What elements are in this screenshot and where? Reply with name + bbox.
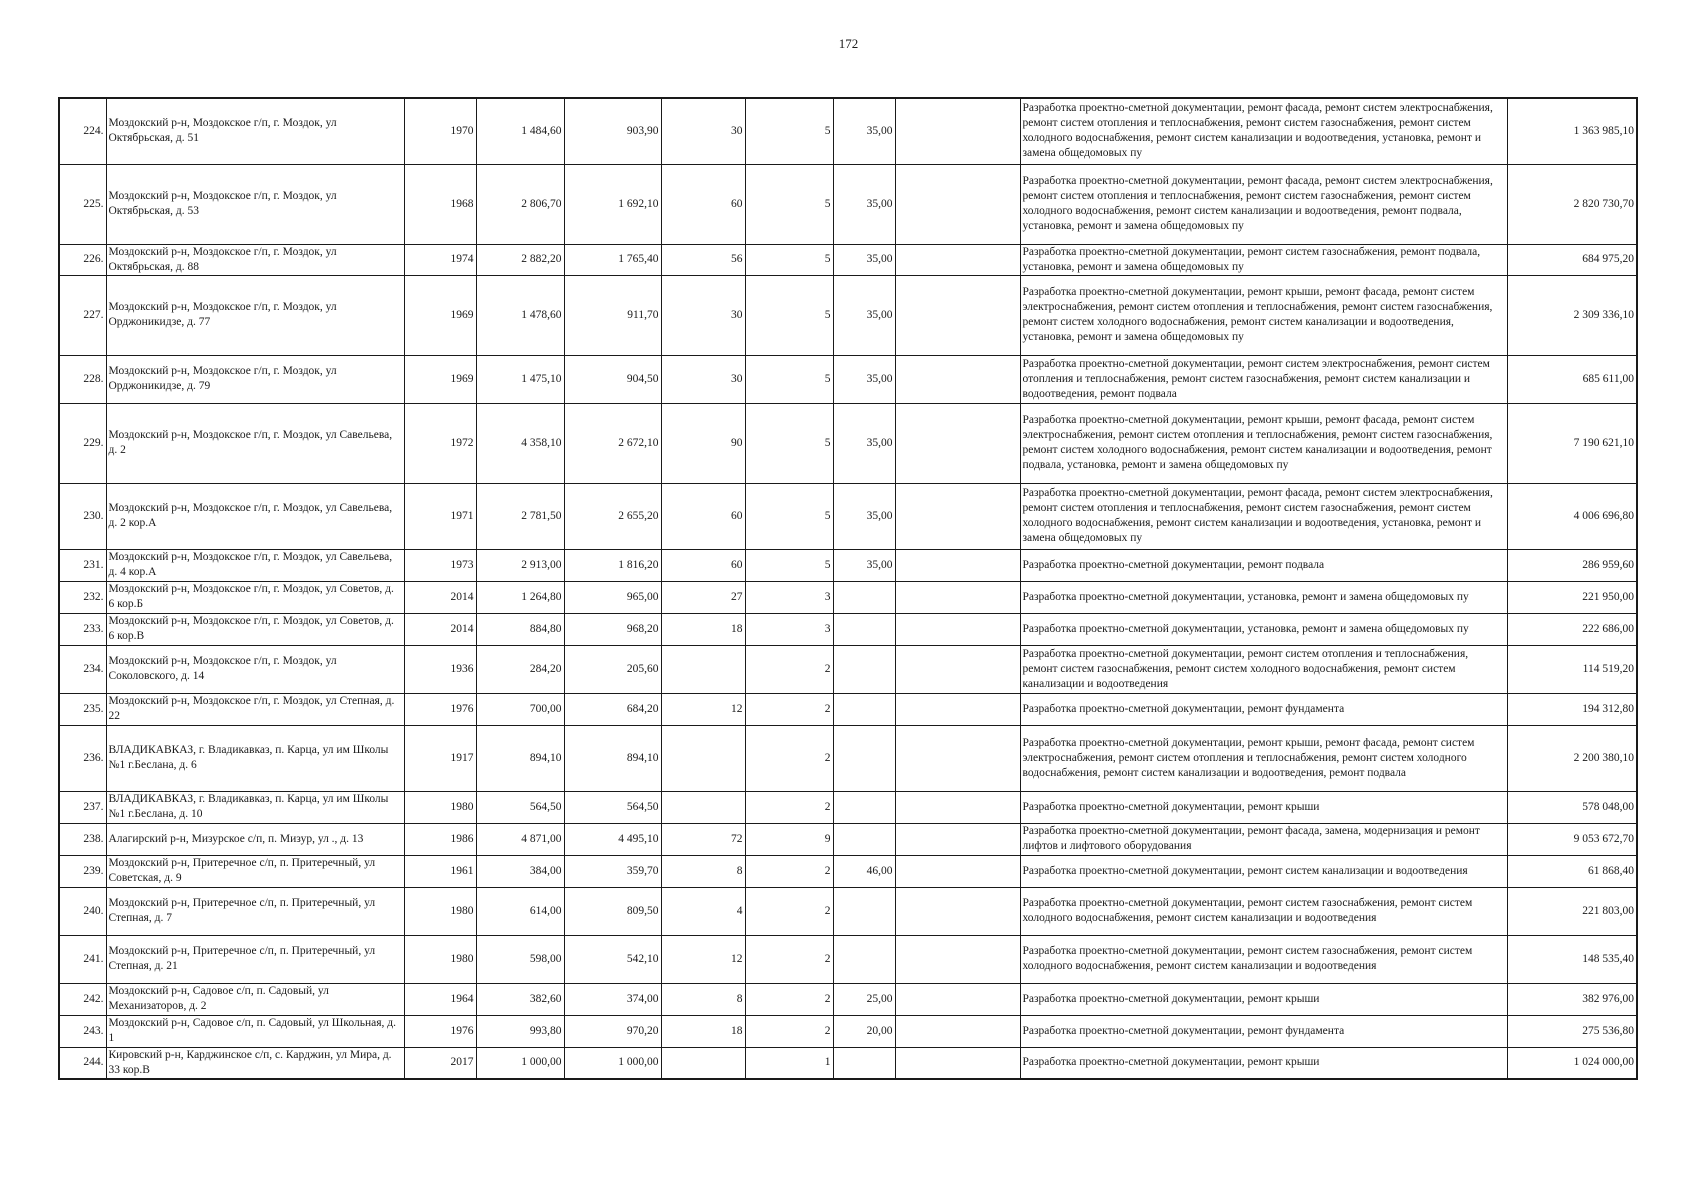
total-area-cell: 1 478,60 — [476, 275, 564, 355]
residents-cell: 30 — [661, 98, 745, 164]
address-cell: Кировский р-н, Карджинское с/п, с. Карджин, ул Мира, д. 33 кор.В — [106, 1047, 404, 1079]
year-cell: 1969 — [404, 355, 476, 403]
table-row — [59, 355, 1637, 403]
extra-cell — [895, 1047, 1020, 1079]
cost-cell: 2 820 730,70 — [1507, 164, 1637, 244]
extra-cell — [895, 725, 1020, 791]
cost-cell: 685 611,00 — [1507, 355, 1637, 403]
address-cell: Моздокский р-н, Садовое с/п, п. Садовый, ул Механизаторов, д. 2 — [106, 983, 404, 1015]
year-cell: 2014 — [404, 613, 476, 645]
residents-cell: 27 — [661, 581, 745, 613]
year-cell: 1961 — [404, 855, 476, 887]
living-area-cell: 903,90 — [564, 98, 661, 164]
cost-cell: 9 053 672,70 — [1507, 823, 1637, 855]
extra-cell — [895, 935, 1020, 983]
living-area-cell: 4 495,10 — [564, 823, 661, 855]
cost-cell: 114 519,20 — [1507, 645, 1637, 693]
living-area-cell: 1 816,20 — [564, 549, 661, 581]
total-area-cell: 2 781,50 — [476, 483, 564, 549]
works-cell: Разработка проектно-сметной документации, ремонт фундамента — [1020, 693, 1507, 725]
cost-cell: 275 536,80 — [1507, 1015, 1637, 1047]
works-cell: Разработка проектно-сметной документации, ремонт крыши — [1020, 791, 1507, 823]
cost-cell: 684 975,20 — [1507, 244, 1637, 275]
floors-cell: 3 — [745, 613, 833, 645]
year-cell: 1973 — [404, 549, 476, 581]
row-number-cell: 233. — [59, 613, 106, 645]
wear-cell — [833, 645, 895, 693]
works-cell: Разработка проектно-сметной документации, установка, ремонт и замена общедомовых пу — [1020, 613, 1507, 645]
address-cell: Моздокский р-н, Садовое с/п, п. Садовый, ул Школьная, д. 1 — [106, 1015, 404, 1047]
living-area-cell: 564,50 — [564, 791, 661, 823]
living-area-cell: 542,10 — [564, 935, 661, 983]
cost-cell: 61 868,40 — [1507, 855, 1637, 887]
wear-cell — [833, 1047, 895, 1079]
year-cell: 1971 — [404, 483, 476, 549]
year-cell: 1980 — [404, 887, 476, 935]
works-cell: Разработка проектно-сметной документации, ремонт систем канализации и водоотведения — [1020, 855, 1507, 887]
cost-cell: 4 006 696,80 — [1507, 483, 1637, 549]
floors-cell: 5 — [745, 244, 833, 275]
residents-cell: 12 — [661, 693, 745, 725]
row-number-cell: 240. — [59, 887, 106, 935]
floors-cell: 2 — [745, 855, 833, 887]
row-number-cell: 238. — [59, 823, 106, 855]
address-cell: Моздокский р-н, Притеречное с/п, п. Притеречный, ул Советская, д. 9 — [106, 855, 404, 887]
address-cell: Моздокский р-н, Притеречное с/п, п. Притеречный, ул Степная, д. 7 — [106, 887, 404, 935]
residents-cell: 4 — [661, 887, 745, 935]
living-area-cell: 205,60 — [564, 645, 661, 693]
total-area-cell: 1 475,10 — [476, 355, 564, 403]
year-cell: 2014 — [404, 581, 476, 613]
works-cell: Разработка проектно-сметной документации, ремонт систем отопления и теплоснабжения, ремонт систем газоснабжения, ремонт систем холодного водоснабжения, ремонт систем канализации и водоотведения — [1020, 645, 1507, 693]
total-area-cell: 894,10 — [476, 725, 564, 791]
living-area-cell: 1 765,40 — [564, 244, 661, 275]
total-area-cell: 993,80 — [476, 1015, 564, 1047]
living-area-cell: 359,70 — [564, 855, 661, 887]
extra-cell — [895, 164, 1020, 244]
cost-cell: 148 535,40 — [1507, 935, 1637, 983]
works-cell: Разработка проектно-сметной документации, ремонт фасада, замена, модернизация и ремонт лифтов и лифтового оборудования — [1020, 823, 1507, 855]
year-cell: 1974 — [404, 244, 476, 275]
row-number-cell: 244. — [59, 1047, 106, 1079]
wear-cell — [833, 613, 895, 645]
table-row — [59, 823, 1637, 855]
residents-cell: 8 — [661, 983, 745, 1015]
row-number-cell: 239. — [59, 855, 106, 887]
works-cell: Разработка проектно-сметной документации, ремонт крыши — [1020, 1047, 1507, 1079]
address-cell: Моздокский р-н, Моздокское г/п, г. Моздок, ул Советов, д. 6 кор.Б — [106, 581, 404, 613]
table-row — [59, 983, 1637, 1015]
works-cell: Разработка проектно-сметной документации, ремонт систем газоснабжения, ремонт систем холодного водоснабжения, ремонт систем канализации и водоотведения — [1020, 935, 1507, 983]
cost-cell: 7 190 621,10 — [1507, 403, 1637, 483]
works-cell: Разработка проектно-сметной документации, ремонт крыши, ремонт фасада, ремонт систем электроснабжения, ремонт систем отопления и теплоснабжения, ремонт систем холодного водоснабжения, ремонт систем канализации и водоотведения, ремонт подвала — [1020, 725, 1507, 791]
row-number-cell: 228. — [59, 355, 106, 403]
wear-cell — [833, 693, 895, 725]
year-cell: 1968 — [404, 164, 476, 244]
wear-cell — [833, 581, 895, 613]
wear-cell: 25,00 — [833, 983, 895, 1015]
address-cell: Моздокский р-н, Моздокское г/п, г. Моздок, ул Советов, д. 6 кор.В — [106, 613, 404, 645]
wear-cell — [833, 887, 895, 935]
address-cell: Моздокский р-н, Моздокское г/п, г. Моздок, ул Савельева, д. 4 кор.А — [106, 549, 404, 581]
works-cell: Разработка проектно-сметной документации, ремонт крыши, ремонт фасада, ремонт систем электроснабжения, ремонт систем отопления и теплоснабжения, ремонт систем газоснабжения, ремонт систем холодного водоснабжения, ремонт систем канализации и водоотведения, установка, ремонт и замена общедомовых пу — [1020, 275, 1507, 355]
housing-repair-table — [58, 97, 1638, 1080]
residents-cell: 12 — [661, 935, 745, 983]
works-cell: Разработка проектно-сметной документации, ремонт фасада, ремонт систем электроснабжения, ремонт систем отопления и теплоснабжения, ремонт систем газоснабжения, ремонт систем холодного водоснабжения, ремонт систем канализации и водоотведения, установка, ремонт и замена общедомовых пу — [1020, 483, 1507, 549]
extra-cell — [895, 581, 1020, 613]
extra-cell — [895, 98, 1020, 164]
wear-cell: 35,00 — [833, 164, 895, 244]
wear-cell: 35,00 — [833, 275, 895, 355]
cost-cell: 222 686,00 — [1507, 613, 1637, 645]
living-area-cell: 965,00 — [564, 581, 661, 613]
address-cell: Моздокский р-н, Моздокское г/п, г. Моздок, ул Орджоникидзе, д. 77 — [106, 275, 404, 355]
residents-cell — [661, 791, 745, 823]
table-row — [59, 581, 1637, 613]
table-row — [59, 791, 1637, 823]
year-cell: 1980 — [404, 791, 476, 823]
residents-cell: 30 — [661, 275, 745, 355]
wear-cell — [833, 935, 895, 983]
wear-cell: 35,00 — [833, 403, 895, 483]
living-area-cell: 809,50 — [564, 887, 661, 935]
row-number-cell: 243. — [59, 1015, 106, 1047]
total-area-cell: 614,00 — [476, 887, 564, 935]
extra-cell — [895, 355, 1020, 403]
works-cell: Разработка проектно-сметной документации, ремонт подвала — [1020, 549, 1507, 581]
wear-cell: 35,00 — [833, 549, 895, 581]
row-number-cell: 224. — [59, 98, 106, 164]
residents-cell: 60 — [661, 549, 745, 581]
extra-cell — [895, 244, 1020, 275]
total-area-cell: 2 882,20 — [476, 244, 564, 275]
row-number-cell: 242. — [59, 983, 106, 1015]
extra-cell — [895, 855, 1020, 887]
address-cell: Моздокский р-н, Моздокское г/п, г. Моздок, ул Савельева, д. 2 кор.А — [106, 483, 404, 549]
table-row — [59, 164, 1637, 244]
residents-cell: 56 — [661, 244, 745, 275]
works-cell: Разработка проектно-сметной документации, ремонт фасада, ремонт систем электроснабжения, ремонт систем отопления и теплоснабжения, ремонт систем газоснабжения, ремонт систем холодного водоснабжения, ремонт систем канализации и водоотведения, ремонт подвала, установка, ремонт и замена общедомовых пу — [1020, 164, 1507, 244]
cost-cell: 1 363 985,10 — [1507, 98, 1637, 164]
residents-cell: 18 — [661, 1015, 745, 1047]
table-row — [59, 855, 1637, 887]
works-cell: Разработка проектно-сметной документации, ремонт фасада, ремонт систем электроснабжения, ремонт систем отопления и теплоснабжения, ремонт систем газоснабжения, ремонт систем холодного водоснабжения, ремонт систем канализации и водоотведения, установка, ремонт и замена общедомовых пу — [1020, 98, 1507, 164]
wear-cell — [833, 791, 895, 823]
wear-cell — [833, 823, 895, 855]
total-area-cell: 1 264,80 — [476, 581, 564, 613]
extra-cell — [895, 823, 1020, 855]
floors-cell: 2 — [745, 791, 833, 823]
year-cell: 1964 — [404, 983, 476, 1015]
total-area-cell: 384,00 — [476, 855, 564, 887]
extra-cell — [895, 693, 1020, 725]
year-cell: 1972 — [404, 403, 476, 483]
residents-cell: 60 — [661, 483, 745, 549]
cost-cell: 578 048,00 — [1507, 791, 1637, 823]
table-row — [59, 244, 1637, 275]
year-cell: 1986 — [404, 823, 476, 855]
extra-cell — [895, 613, 1020, 645]
extra-cell — [895, 403, 1020, 483]
floors-cell: 2 — [745, 645, 833, 693]
works-cell: Разработка проектно-сметной документации, ремонт систем газоснабжения, ремонт подвала, установка, ремонт и замена общедомовых пу — [1020, 244, 1507, 275]
table-row — [59, 275, 1637, 355]
living-area-cell: 2 672,10 — [564, 403, 661, 483]
cost-cell: 221 950,00 — [1507, 581, 1637, 613]
works-cell: Разработка проектно-сметной документации, ремонт фундамента — [1020, 1015, 1507, 1047]
row-number-cell: 226. — [59, 244, 106, 275]
floors-cell: 2 — [745, 887, 833, 935]
works-cell: Разработка проектно-сметной документации, ремонт систем электроснабжения, ремонт систем отопления и теплоснабжения, ремонт систем газоснабжения, ремонт систем канализации и водоотведения, ремонт подвала — [1020, 355, 1507, 403]
address-cell: Моздокский р-н, Моздокское г/п, г. Моздок, ул Степная, д. 22 — [106, 693, 404, 725]
row-number-cell: 234. — [59, 645, 106, 693]
extra-cell — [895, 887, 1020, 935]
address-cell: Моздокский р-н, Моздокское г/п, г. Моздок, ул Соколовского, д. 14 — [106, 645, 404, 693]
wear-cell: 46,00 — [833, 855, 895, 887]
cost-cell: 1 024 000,00 — [1507, 1047, 1637, 1079]
floors-cell: 5 — [745, 355, 833, 403]
total-area-cell: 284,20 — [476, 645, 564, 693]
year-cell: 1970 — [404, 98, 476, 164]
extra-cell — [895, 983, 1020, 1015]
cost-cell: 286 959,60 — [1507, 549, 1637, 581]
table-row — [59, 549, 1637, 581]
address-cell: Моздокский р-н, Моздокское г/п, г. Моздок, ул Октябрьская, д. 51 — [106, 98, 404, 164]
table-row — [59, 98, 1637, 164]
row-number-cell: 229. — [59, 403, 106, 483]
address-cell: Моздокский р-н, Моздокское г/п, г. Моздок, ул Орджоникидзе, д. 79 — [106, 355, 404, 403]
floors-cell: 2 — [745, 983, 833, 1015]
address-cell: Моздокский р-н, Моздокское г/п, г. Моздок, ул Октябрьская, д. 53 — [106, 164, 404, 244]
extra-cell — [895, 791, 1020, 823]
living-area-cell: 1 000,00 — [564, 1047, 661, 1079]
cost-cell: 382 976,00 — [1507, 983, 1637, 1015]
wear-cell: 35,00 — [833, 355, 895, 403]
total-area-cell: 884,80 — [476, 613, 564, 645]
address-cell: Моздокский р-н, Моздокское г/п, г. Моздок, ул Савельева, д. 2 — [106, 403, 404, 483]
year-cell: 1917 — [404, 725, 476, 791]
floors-cell: 5 — [745, 98, 833, 164]
total-area-cell: 1 484,60 — [476, 98, 564, 164]
total-area-cell: 4 871,00 — [476, 823, 564, 855]
total-area-cell: 598,00 — [476, 935, 564, 983]
table-row — [59, 935, 1637, 983]
address-cell: ВЛАДИКАВКАЗ, г. Владикавказ, п. Карца, ул им Школы №1 г.Беслана, д. 10 — [106, 791, 404, 823]
row-number-cell: 225. — [59, 164, 106, 244]
total-area-cell: 1 000,00 — [476, 1047, 564, 1079]
extra-cell — [895, 549, 1020, 581]
floors-cell: 2 — [745, 935, 833, 983]
address-cell: ВЛАДИКАВКАЗ, г. Владикавказ, п. Карца, ул им Школы №1 г.Беслана, д. 6 — [106, 725, 404, 791]
address-cell: Алагирский р-н, Мизурское с/п, п. Мизур, ул ., д. 13 — [106, 823, 404, 855]
row-number-cell: 235. — [59, 693, 106, 725]
floors-cell: 5 — [745, 483, 833, 549]
extra-cell — [895, 1015, 1020, 1047]
floors-cell: 1 — [745, 1047, 833, 1079]
residents-cell — [661, 645, 745, 693]
row-number-cell: 237. — [59, 791, 106, 823]
cost-cell: 2 309 336,10 — [1507, 275, 1637, 355]
table-row — [59, 403, 1637, 483]
wear-cell: 20,00 — [833, 1015, 895, 1047]
row-number-cell: 232. — [59, 581, 106, 613]
table-row — [59, 613, 1637, 645]
year-cell: 1936 — [404, 645, 476, 693]
living-area-cell: 1 692,10 — [564, 164, 661, 244]
total-area-cell: 2 913,00 — [476, 549, 564, 581]
living-area-cell: 894,10 — [564, 725, 661, 791]
cost-cell: 194 312,80 — [1507, 693, 1637, 725]
floors-cell: 2 — [745, 725, 833, 791]
residents-cell: 8 — [661, 855, 745, 887]
table-row — [59, 1015, 1637, 1047]
extra-cell — [895, 483, 1020, 549]
total-area-cell: 382,60 — [476, 983, 564, 1015]
works-cell: Разработка проектно-сметной документации, установка, ремонт и замена общедомовых пу — [1020, 581, 1507, 613]
works-cell: Разработка проектно-сметной документации, ремонт крыши — [1020, 983, 1507, 1015]
year-cell: 1976 — [404, 1015, 476, 1047]
total-area-cell: 564,50 — [476, 791, 564, 823]
floors-cell: 9 — [745, 823, 833, 855]
row-number-cell: 236. — [59, 725, 106, 791]
extra-cell — [895, 645, 1020, 693]
works-cell: Разработка проектно-сметной документации, ремонт систем газоснабжения, ремонт систем холодного водоснабжения, ремонт систем канализации и водоотведения — [1020, 887, 1507, 935]
page-number: 172 — [838, 36, 859, 51]
living-area-cell: 970,20 — [564, 1015, 661, 1047]
row-number-cell: 227. — [59, 275, 106, 355]
row-number-cell: 231. — [59, 549, 106, 581]
floors-cell: 5 — [745, 549, 833, 581]
table-row — [59, 483, 1637, 549]
living-area-cell: 968,20 — [564, 613, 661, 645]
residents-cell: 18 — [661, 613, 745, 645]
residents-cell: 60 — [661, 164, 745, 244]
residents-cell — [661, 725, 745, 791]
floors-cell: 2 — [745, 693, 833, 725]
table-row — [59, 1047, 1637, 1079]
year-cell: 2017 — [404, 1047, 476, 1079]
wear-cell: 35,00 — [833, 483, 895, 549]
extra-cell — [895, 275, 1020, 355]
table-row — [59, 693, 1637, 725]
wear-cell: 35,00 — [833, 98, 895, 164]
floors-cell: 2 — [745, 1015, 833, 1047]
table-row — [59, 725, 1637, 791]
residents-cell: 30 — [661, 355, 745, 403]
floors-cell: 3 — [745, 581, 833, 613]
living-area-cell: 2 655,20 — [564, 483, 661, 549]
floors-cell: 5 — [745, 164, 833, 244]
floors-cell: 5 — [745, 275, 833, 355]
total-area-cell: 4 358,10 — [476, 403, 564, 483]
living-area-cell: 684,20 — [564, 693, 661, 725]
residents-cell: 90 — [661, 403, 745, 483]
table-row — [59, 887, 1637, 935]
total-area-cell: 2 806,70 — [476, 164, 564, 244]
works-cell: Разработка проектно-сметной документации, ремонт крыши, ремонт фасада, ремонт систем электроснабжения, ремонт систем отопления и теплоснабжения, ремонт систем газоснабжения, ремонт систем холодного водоснабжения, ремонт систем канализации и водоотведения, ремонт подвала, установка, ремонт и замена общедомовых пу — [1020, 403, 1507, 483]
year-cell: 1976 — [404, 693, 476, 725]
year-cell: 1980 — [404, 935, 476, 983]
row-number-cell: 230. — [59, 483, 106, 549]
year-cell: 1969 — [404, 275, 476, 355]
wear-cell — [833, 725, 895, 791]
cost-cell: 221 803,00 — [1507, 887, 1637, 935]
living-area-cell: 374,00 — [564, 983, 661, 1015]
floors-cell: 5 — [745, 403, 833, 483]
total-area-cell: 700,00 — [476, 693, 564, 725]
address-cell: Моздокский р-н, Притеречное с/п, п. Притеречный, ул Степная, д. 21 — [106, 935, 404, 983]
table-row — [59, 645, 1637, 693]
living-area-cell: 911,70 — [564, 275, 661, 355]
cost-cell: 2 200 380,10 — [1507, 725, 1637, 791]
address-cell: Моздокский р-н, Моздокское г/п, г. Моздок, ул Октябрьская, д. 88 — [106, 244, 404, 275]
row-number-cell: 241. — [59, 935, 106, 983]
living-area-cell: 904,50 — [564, 355, 661, 403]
wear-cell: 35,00 — [833, 244, 895, 275]
residents-cell: 72 — [661, 823, 745, 855]
residents-cell — [661, 1047, 745, 1079]
